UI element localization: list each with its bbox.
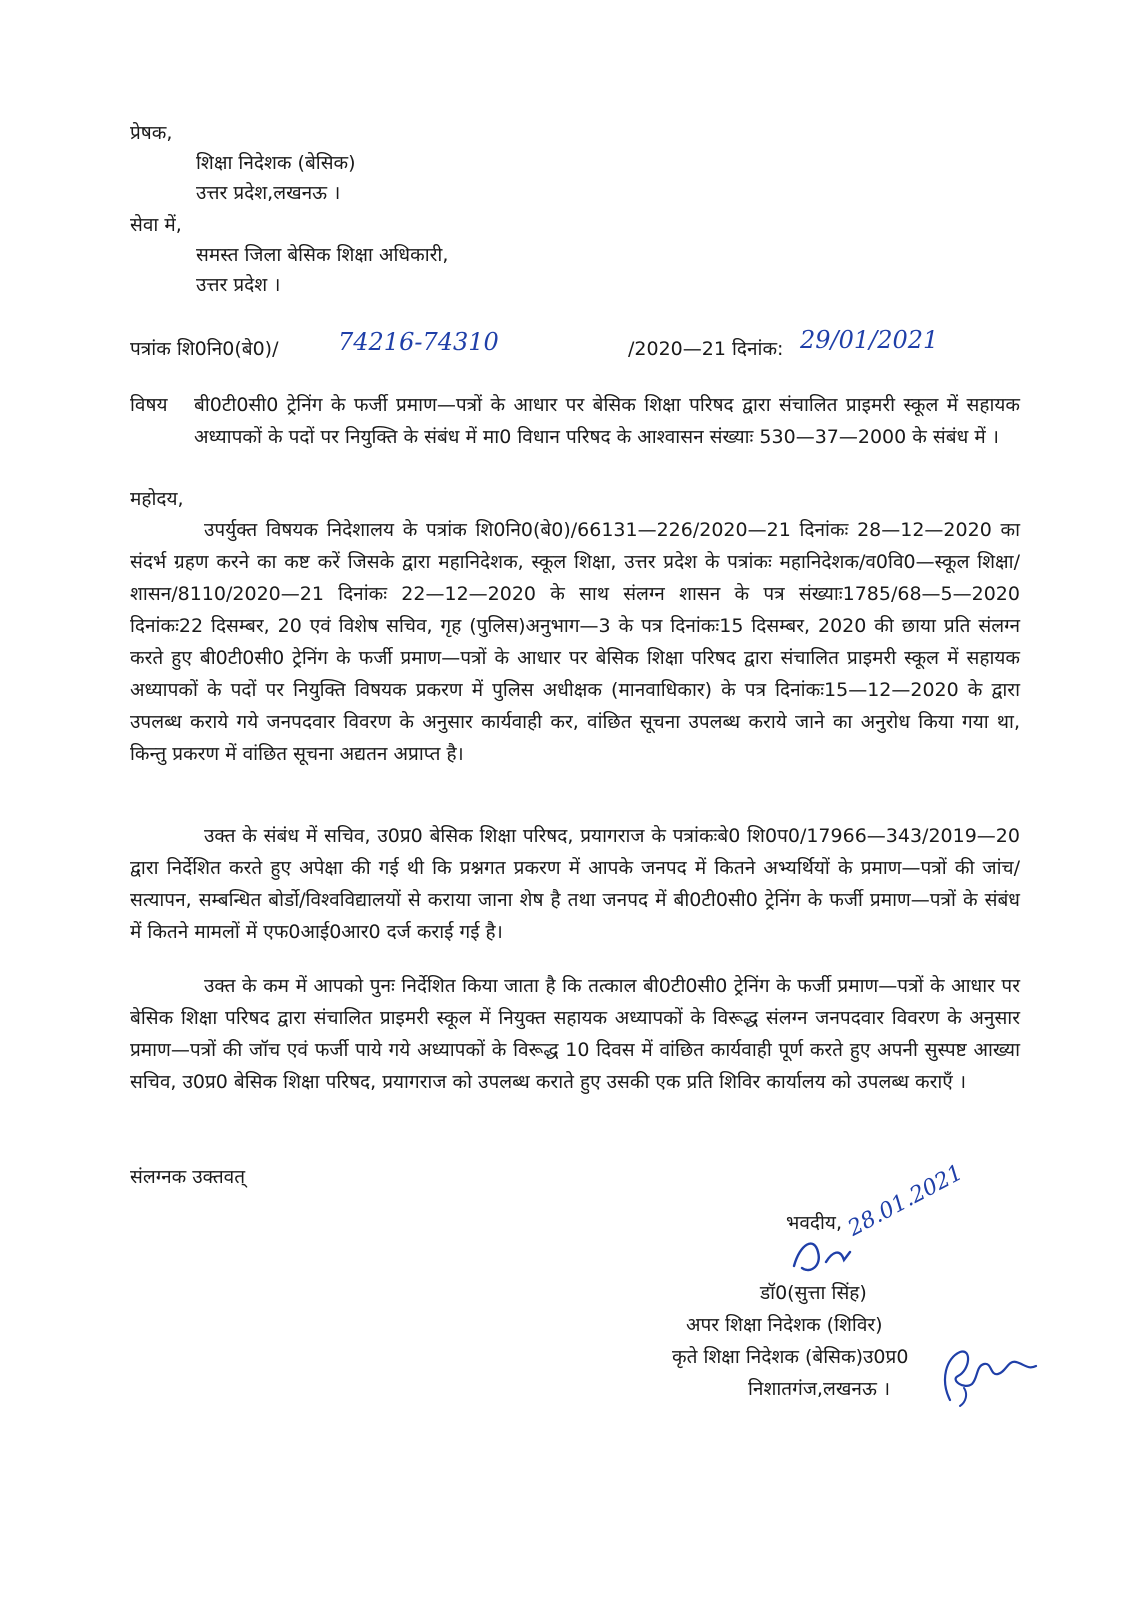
reference-prefix: पत्रांक शि0नि0(बे0)/ xyxy=(130,338,279,360)
sender-label: प्रेषक, xyxy=(130,122,173,144)
recipient-place: उत्तर प्रदेश । xyxy=(196,274,281,296)
body-paragraph-3: उक्त के कम में आपको पुनः निर्देशित किया जाता है कि तत्काल बी0टी0सी0 ट्रेनिंग के फर्जी प्रमाण—पत्रों के आधार पर बेसिक शिक्षा परिषद द्वारा संचालित प्राइमरी स्कूल में नियुक्त सहायक अध्यापकों के विरूद्ध संलग्न जनपदवार विवरण के अनुसार प्रमाण—पत्रों की जॉच एवं फर्जी पाये गये अध्यापकों के विरूद्ध 10 दिवस में वांछित कार्यवाही पूर्ण करते हुए अपनी सुस्पष्ट आख्या सचिव, उ0प्र0 बेसिक शिक्षा परिषद, प्रयागराज को उपलब्ध कराते हुए उसकी एक प्रति शिविर कार्यालय को उपलब्ध कराएँ । xyxy=(130,975,1020,1093)
enclosure-note: संलग्नक उक्तवत् xyxy=(130,1166,246,1188)
signatory-designation: अपर शिक्षा निदेशक (शिविर) xyxy=(686,1314,883,1336)
body-paragraph-1: उपर्युक्त विषयक निदेशालय के पत्रांक शि0नि0(बे0)/66131—226/2020—21 दिनांकः 28—12—2020 का संदर्भ ग्रहण करने का कष्ट करें जिसके द्वारा महानिदेशक, स्कूल शिक्षा, उत्तर प्रदेश के पत्रांकः महानिदेशक/व0वि0—स्कूल शिक्षा/शासन/8110/2020—21 दिनांकः 22—12—2020 के साथ संलग्न शासन के पत्र संख्याः1785/68—5—2020 दिनांकः22 दिसम्बर, 20 एवं विशेष सचिव, गृह (पुलिस)अनुभाग—3 के पत्र दिनांकः15 दिसम्बर, 2020 की छाया प्रति संलग्न करते हुए बी0टी0सी0 ट्रेनिंग के फर्जी प्रमाण—पत्रों के आधार पर बेसिक शिक्षा परिषद द्वारा संचालित प्राइमरी स्कूल में सहायक अध्यापकों के पदों पर नियुक्ति विषयक प्रकरण में पुलिस अधीक्षक (मानवाधिकार) के पत्र दिनांकः15—12—2020 के द्वारा उपलब्ध कराये गये जनपदवार विवरण के अनुसार कार्यवाही कर, वांछित सूचना उपलब्ध कराये जाने का अनुरोध किया गया था, किन्तु प्रकरण में वांछित सूचना अद्यतन अप्राप्त है। xyxy=(130,519,1020,765)
recipient-name: समस्त जिला बेसिक शिक्षा अधिकारी, xyxy=(196,244,449,266)
reference-date-handwritten: 29/01/2021 xyxy=(800,326,939,354)
recipient-label: सेवा में, xyxy=(130,214,182,236)
handwritten-signature-mark xyxy=(920,1330,1040,1410)
signatory-name: डॉ0(सुत्ता सिंह) xyxy=(760,1282,867,1304)
closing-yours: भवदीय, xyxy=(786,1212,842,1234)
body-paragraph-2: उक्त के संबंध में सचिव, उ0प्र0 बेसिक शिक्षा परिषद, प्रयागराज के पत्रांकःबे0 शि0प0/17966—343/2019—20 द्वारा निर्देशित करते हुए अपेक्षा की गई थी कि प्रश्नगत प्रकरण में आपके जनपद में कितने अभ्यर्थियों के प्रमाण—पत्रों की जांच/सत्यापन, सम्बन्धित बोर्डो/विश्वविद्यालयों से कराया जाना शेष है तथा जनपद में बी0टी0सी0 ट्रेनिंग के फर्जी प्रमाण—पत्रों के संबंध में कितने मामलों में एफ0आई0आर0 दर्ज कराई गई है। xyxy=(130,825,1020,943)
sender-name: शिक्षा निदेशक (बेसिक) xyxy=(196,152,356,174)
signature-initials-mark xyxy=(788,1222,908,1282)
reference-number-handwritten: 74216-74310 xyxy=(338,328,499,356)
signature-date-handwritten: 28.01.2021 xyxy=(844,1160,968,1242)
subject-text: बी0टी0सी0 ट्रेनिंग के फर्जी प्रमाण—पत्रों के आधार पर बेसिक शिक्षा परिषद द्वारा संचालित प्राइमरी स्कूल में सहायक अध्यापकों के पदों पर नियुक्ति के संबंध में मा0 विधान परिषद के आश्वासन संख्याः 530—37—2000 के संबंध में । xyxy=(194,394,1020,448)
sender-place: उत्तर प्रदेश,लखनऊ । xyxy=(196,182,341,204)
subject-label: विषय xyxy=(130,394,168,416)
signatory-on-behalf: कृते शिक्षा निदेशक (बेसिक)उ0प्र0 xyxy=(672,1346,909,1368)
signatory-place: निशातगंज,लखनऊ । xyxy=(748,1378,891,1400)
salutation: महोदय, xyxy=(130,488,184,510)
reference-year: /2020—21 दिनांक: xyxy=(628,338,784,360)
